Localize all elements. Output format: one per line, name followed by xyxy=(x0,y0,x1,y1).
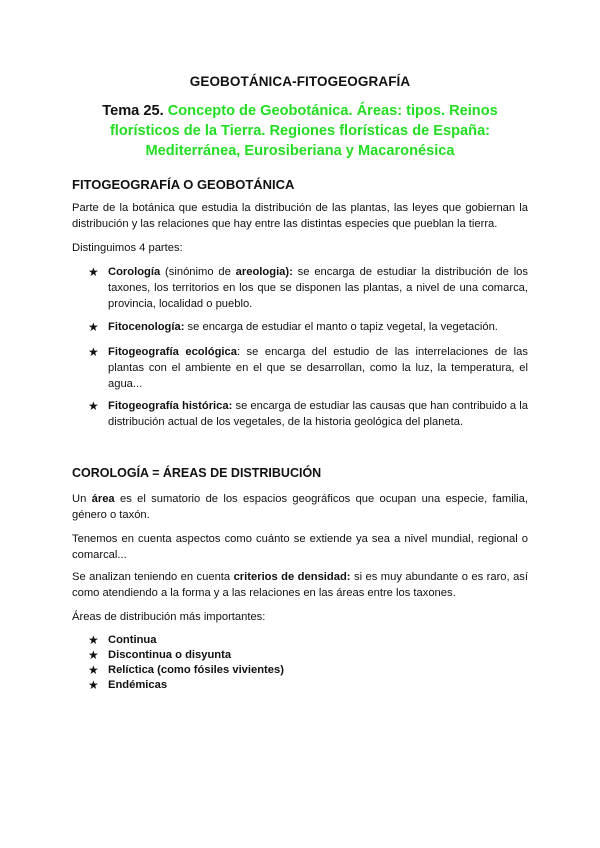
section-heading-corologia: COROLOGÍA = ÁREAS DE DISTRIBUCIÓN xyxy=(72,466,322,480)
list-item: ★ Endémicas xyxy=(88,678,168,692)
document-title: GEOBOTÁNICA-FITOGEOGRAFÍA xyxy=(189,74,411,89)
list-item-text: Corología (sinónimo de areologia): se encarga de estudiar la distribución de los taxones, los territorios en los que se disponen las plantas, a nivel de una comarca, provincia, localidad o pueblo. xyxy=(108,266,528,310)
parts-intro: Distinguimos 4 partes: xyxy=(72,242,183,254)
area-definition: Un área es el sumatorio de los espacios geográficos que ocupan una especie, familia, género o taxón. xyxy=(72,493,528,521)
star-icon: ★ xyxy=(88,633,99,647)
star-icon: ★ xyxy=(88,663,99,677)
tema-text: Concepto de Geobotánica. Áreas: tipos. Reinos florísticos de la Tierra. Regiones florísticas de España: Mediterránea, Eurosiberiana y Macaronésica xyxy=(109,103,498,159)
list-item-text: Fitogeografía histórica: se encarga de estudiar las causas que han contribuido a la distribución actual de los vegetales, de la historia geológica del planeta. xyxy=(108,400,528,428)
tema-heading xyxy=(70,101,530,161)
list-item xyxy=(88,264,528,312)
star-icon: ★ xyxy=(88,345,99,359)
star-icon: ★ xyxy=(88,265,99,279)
list-item-text: Fitogeografía ecológica: se encarga del estudio de las interrelaciones de las plantas con el ambiente en el que se desarrollan, como la luz, la temperatura, el agua... xyxy=(108,346,528,390)
section-heading-fitogeografia: FITOGEOGRAFÍA O GEOBOTÁNICA xyxy=(72,177,295,192)
star-icon: ★ xyxy=(88,399,99,413)
list-item: ★ Continua xyxy=(88,633,157,647)
tema-prefix: Tema 25. xyxy=(102,103,164,119)
intro-paragraph: Parte de la botánica que estudia la distribución de las plantas, las leyes que gobiernan la distribución y las relaciones que hay entre las distintas especies que pueblan la tierra. xyxy=(72,202,528,230)
list-item xyxy=(88,319,528,335)
list-item: ★ Discontinua o disyunta xyxy=(88,648,232,662)
list-item xyxy=(88,398,528,430)
star-icon: ★ xyxy=(88,320,99,334)
distribution-list xyxy=(88,633,388,693)
list-item: ★ Relíctica (como fósiles vivientes) xyxy=(88,663,284,677)
list-item-text: Fitocenología: se encarga de estudiar el manto o tapiz vegetal, la vegetación. xyxy=(108,321,498,333)
star-icon: ★ xyxy=(88,648,99,662)
star-icon: ★ xyxy=(88,678,99,692)
list-intro: Áreas de distribución más importantes: xyxy=(72,611,266,623)
extent-paragraph: Tenemos en cuenta aspectos como cuánto se extiende ya sea a nivel mundial, regional o comarcal... xyxy=(72,533,528,561)
list-item xyxy=(88,344,528,392)
density-paragraph: Se analizan teniendo en cuenta criterios de densidad: si es muy abundante o es raro, así como atendiendo a la forma y a las relaciones en las áreas entre los taxones. xyxy=(72,571,529,599)
